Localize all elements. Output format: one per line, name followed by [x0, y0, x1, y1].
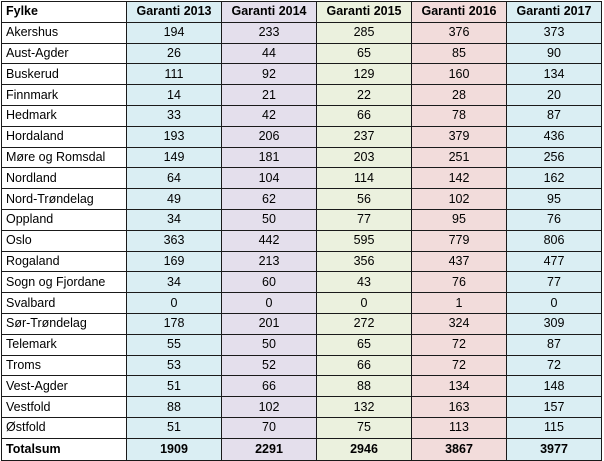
county-name: Vest-Agder: [2, 376, 127, 397]
cell-2017: 373: [507, 22, 602, 43]
table-row: [2, 64, 602, 85]
cell-2016: 134: [412, 376, 507, 397]
cell-2015: 129: [317, 64, 412, 85]
cell-2016: 76: [412, 272, 507, 293]
table-row: [2, 85, 602, 106]
cell-2017: 806: [507, 230, 602, 251]
table-row: [2, 147, 602, 168]
guarantee-table: [1, 1, 602, 461]
cell-2015: 595: [317, 230, 412, 251]
cell-2015: 88: [317, 376, 412, 397]
cell-2014: 442: [222, 230, 317, 251]
cell-2016: 1: [412, 293, 507, 314]
cell-2014: 181: [222, 147, 317, 168]
cell-2013: 53: [127, 355, 222, 376]
county-name: Møre og Romsdal: [2, 147, 127, 168]
cell-2013: 33: [127, 105, 222, 126]
header-garanti-2013: Garanti 2013: [127, 2, 222, 23]
cell-2013: 149: [127, 147, 222, 168]
county-name: Hedmark: [2, 105, 127, 126]
cell-2013: 49: [127, 189, 222, 210]
table-row: [2, 293, 602, 314]
table-row: [2, 105, 602, 126]
table-row: [2, 376, 602, 397]
cell-2016: 85: [412, 43, 507, 64]
cell-2016: 324: [412, 313, 507, 334]
cell-2014: 70: [222, 417, 317, 438]
total-cell-2017: 3977: [507, 438, 602, 460]
cell-2016: 160: [412, 64, 507, 85]
cell-2014: 92: [222, 64, 317, 85]
cell-2015: 0: [317, 293, 412, 314]
cell-2013: 178: [127, 313, 222, 334]
cell-2013: 34: [127, 209, 222, 230]
table-row: [2, 189, 602, 210]
county-name: Oslo: [2, 230, 127, 251]
cell-2013: 51: [127, 376, 222, 397]
cell-2017: 87: [507, 105, 602, 126]
cell-2013: 169: [127, 251, 222, 272]
cell-2014: 66: [222, 376, 317, 397]
county-name: Oppland: [2, 209, 127, 230]
table-container: [1, 1, 603, 460]
table-row: [2, 22, 602, 43]
cell-2015: 56: [317, 189, 412, 210]
total-cell-2013: 1909: [127, 438, 222, 460]
cell-2017: 76: [507, 209, 602, 230]
cell-2014: 60: [222, 272, 317, 293]
cell-2015: 356: [317, 251, 412, 272]
cell-2015: 66: [317, 355, 412, 376]
table-row: [2, 209, 602, 230]
cell-2016: 28: [412, 85, 507, 106]
county-name: Akershus: [2, 22, 127, 43]
county-name: Rogaland: [2, 251, 127, 272]
table-row: [2, 230, 602, 251]
county-name: Nord-Trøndelag: [2, 189, 127, 210]
county-name: Buskerud: [2, 64, 127, 85]
total-label: Totalsum: [2, 438, 127, 460]
table-row: [2, 168, 602, 189]
cell-2016: 379: [412, 126, 507, 147]
table-row: [2, 272, 602, 293]
cell-2017: 115: [507, 417, 602, 438]
cell-2017: 157: [507, 397, 602, 418]
cell-2013: 34: [127, 272, 222, 293]
cell-2015: 65: [317, 43, 412, 64]
cell-2013: 111: [127, 64, 222, 85]
header-fylke: Fylke: [2, 2, 127, 23]
cell-2013: 55: [127, 334, 222, 355]
county-name: Sogn og Fjordane: [2, 272, 127, 293]
cell-2017: 162: [507, 168, 602, 189]
cell-2013: 363: [127, 230, 222, 251]
cell-2017: 256: [507, 147, 602, 168]
cell-2017: 72: [507, 355, 602, 376]
cell-2016: 437: [412, 251, 507, 272]
total-cell-2015: 2946: [317, 438, 412, 460]
cell-2013: 193: [127, 126, 222, 147]
cell-2014: 213: [222, 251, 317, 272]
header-garanti-2014: Garanti 2014: [222, 2, 317, 23]
cell-2014: 44: [222, 43, 317, 64]
cell-2017: 90: [507, 43, 602, 64]
cell-2015: 114: [317, 168, 412, 189]
cell-2014: 21: [222, 85, 317, 106]
cell-2014: 104: [222, 168, 317, 189]
cell-2017: 77: [507, 272, 602, 293]
cell-2014: 50: [222, 334, 317, 355]
header-garanti-2015: Garanti 2015: [317, 2, 412, 23]
county-name: Nordland: [2, 168, 127, 189]
cell-2016: 779: [412, 230, 507, 251]
cell-2015: 66: [317, 105, 412, 126]
cell-2017: 87: [507, 334, 602, 355]
cell-2014: 201: [222, 313, 317, 334]
cell-2017: 134: [507, 64, 602, 85]
cell-2015: 272: [317, 313, 412, 334]
county-name: Troms: [2, 355, 127, 376]
county-name: Finnmark: [2, 85, 127, 106]
table-row: [2, 355, 602, 376]
cell-2013: 88: [127, 397, 222, 418]
cell-2014: 206: [222, 126, 317, 147]
county-name: Vestfold: [2, 397, 127, 418]
header-garanti-2016: Garanti 2016: [412, 2, 507, 23]
total-row: [2, 438, 602, 460]
county-name: Aust-Agder: [2, 43, 127, 64]
cell-2014: 102: [222, 397, 317, 418]
county-name: Hordaland: [2, 126, 127, 147]
county-name: Svalbard: [2, 293, 127, 314]
cell-2016: 95: [412, 209, 507, 230]
cell-2016: 251: [412, 147, 507, 168]
table-row: [2, 126, 602, 147]
cell-2016: 376: [412, 22, 507, 43]
cell-2016: 102: [412, 189, 507, 210]
cell-2013: 194: [127, 22, 222, 43]
cell-2017: 20: [507, 85, 602, 106]
cell-2017: 0: [507, 293, 602, 314]
cell-2015: 43: [317, 272, 412, 293]
cell-2014: 0: [222, 293, 317, 314]
cell-2016: 72: [412, 334, 507, 355]
cell-2015: 237: [317, 126, 412, 147]
total-cell-2014: 2291: [222, 438, 317, 460]
cell-2015: 132: [317, 397, 412, 418]
cell-2017: 95: [507, 189, 602, 210]
cell-2015: 65: [317, 334, 412, 355]
cell-2015: 77: [317, 209, 412, 230]
cell-2017: 309: [507, 313, 602, 334]
header-garanti-2017: Garanti 2017: [507, 2, 602, 23]
cell-2014: 233: [222, 22, 317, 43]
cell-2016: 78: [412, 105, 507, 126]
county-name: Telemark: [2, 334, 127, 355]
cell-2014: 52: [222, 355, 317, 376]
cell-2013: 14: [127, 85, 222, 106]
cell-2015: 285: [317, 22, 412, 43]
cell-2013: 64: [127, 168, 222, 189]
header-row: [2, 2, 602, 23]
cell-2016: 72: [412, 355, 507, 376]
cell-2014: 62: [222, 189, 317, 210]
county-name: Østfold: [2, 417, 127, 438]
cell-2016: 163: [412, 397, 507, 418]
county-name: Sør-Trøndelag: [2, 313, 127, 334]
total-cell-2016: 3867: [412, 438, 507, 460]
table-row: [2, 313, 602, 334]
cell-2014: 42: [222, 105, 317, 126]
cell-2017: 436: [507, 126, 602, 147]
cell-2014: 50: [222, 209, 317, 230]
table-row: [2, 334, 602, 355]
cell-2016: 142: [412, 168, 507, 189]
table-row: [2, 417, 602, 438]
cell-2013: 0: [127, 293, 222, 314]
cell-2017: 477: [507, 251, 602, 272]
table-row: [2, 397, 602, 418]
cell-2013: 51: [127, 417, 222, 438]
cell-2015: 203: [317, 147, 412, 168]
cell-2017: 148: [507, 376, 602, 397]
table-row: [2, 43, 602, 64]
cell-2015: 22: [317, 85, 412, 106]
cell-2015: 75: [317, 417, 412, 438]
cell-2013: 26: [127, 43, 222, 64]
table-row: [2, 251, 602, 272]
cell-2016: 113: [412, 417, 507, 438]
